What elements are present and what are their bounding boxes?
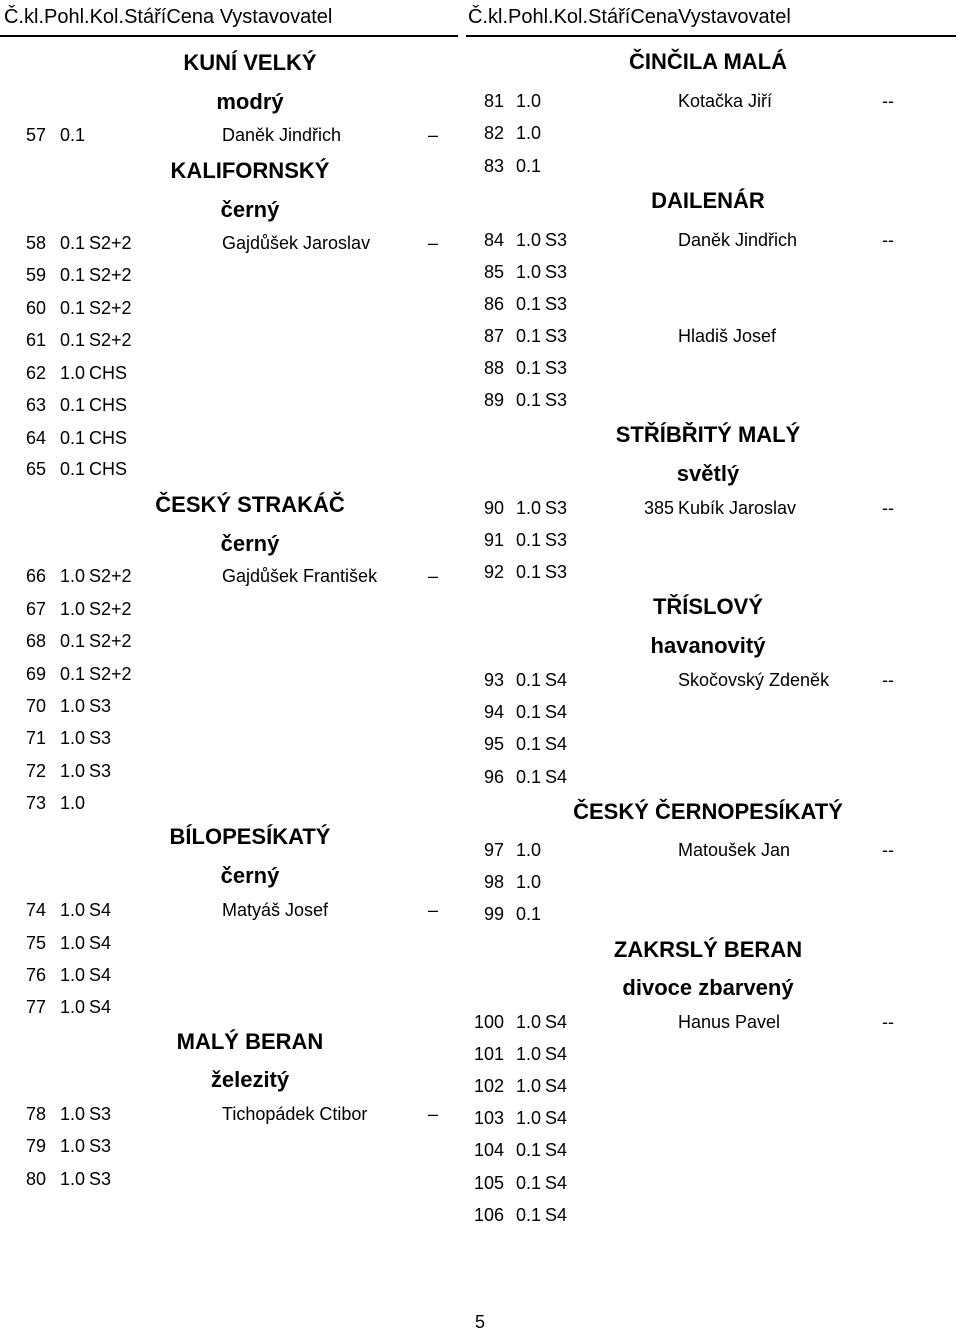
sex-value: 0.1: [516, 734, 542, 754]
entry-number: 88: [483, 358, 504, 378]
round-value: CHS: [89, 395, 128, 415]
section-title: modrý: [216, 89, 284, 114]
table-row: [462, 556, 960, 588]
table-row: [0, 324, 460, 356]
round-value: S4: [89, 933, 112, 953]
table-row: [462, 256, 960, 288]
table-row: [462, 834, 960, 866]
dash-mark: –: [428, 125, 439, 145]
entry-number: 94: [483, 702, 504, 722]
entry-number: 92: [483, 562, 504, 582]
entry-number: 101: [473, 1044, 504, 1064]
section-title: KUNÍ VELKÝ: [183, 50, 317, 75]
section-title: černý: [220, 531, 280, 556]
entry-number: 84: [483, 230, 504, 250]
entry-number: 102: [473, 1076, 504, 1096]
table-row: [462, 288, 960, 320]
exhibitor-name: Matyáš Josef: [222, 900, 329, 920]
entry-number: 105: [473, 1173, 504, 1193]
header-cena: Cena: [166, 6, 215, 28]
table-row: [462, 866, 960, 898]
round-value: S3: [545, 498, 568, 518]
sex-value: 1.0: [516, 230, 542, 250]
entry-number: 60: [25, 298, 46, 318]
sex-value: 0.1: [60, 664, 86, 684]
table-row: [462, 524, 960, 556]
round-value: S4: [545, 670, 568, 690]
sex-value: 0.1: [516, 1205, 542, 1225]
table-row: [0, 1163, 460, 1195]
entry-number: 89: [483, 390, 504, 410]
round-value: S4: [545, 702, 568, 722]
table-row: [462, 224, 960, 256]
table-row: [462, 664, 960, 696]
round-value: S3: [89, 1104, 112, 1124]
section-title: ČESKÝ STRAKÁČ: [155, 492, 345, 517]
round-value: S3: [545, 390, 568, 410]
round-value: S3: [89, 1169, 112, 1189]
entry-number: 93: [483, 670, 504, 690]
table-row: [0, 787, 460, 819]
round-value: S4: [545, 1044, 568, 1064]
sex-value: 1.0: [60, 933, 86, 953]
section-title: STŘÍBŘITÝ MALÝ: [615, 422, 801, 447]
sex-value: 1.0: [516, 1012, 542, 1032]
table-row: [462, 352, 960, 384]
sex-value: 1.0: [60, 728, 86, 748]
dash-mark: --: [882, 670, 894, 690]
sex-value: 1.0: [60, 761, 86, 781]
round-value: S4: [545, 1076, 568, 1096]
sex-value: 1.0: [516, 872, 542, 892]
entry-number: 91: [483, 530, 504, 550]
sex-value: 0.1: [516, 390, 542, 410]
exhibitor-name: Gajdůšek Jaroslav: [222, 233, 371, 253]
table-row: [0, 690, 460, 722]
table-row: [462, 320, 960, 352]
sex-value: 0.1: [516, 767, 542, 787]
sex-value: 0.1: [516, 156, 542, 176]
round-value: S4: [89, 900, 112, 920]
entry-number: 97: [483, 840, 504, 860]
exhibitor-name: Hladiš Josef: [678, 326, 777, 346]
entry-number: 74: [25, 900, 46, 920]
table-row: [462, 1199, 960, 1231]
table-row: [462, 1070, 960, 1102]
round-value: S2+2: [89, 566, 132, 586]
sex-value: 0.1: [516, 358, 542, 378]
section-title: divoce zbarvený: [622, 975, 794, 1000]
round-value: S4: [545, 1205, 568, 1225]
table-row: [462, 1134, 960, 1166]
entry-number: 58: [25, 233, 46, 253]
entry-number: 63: [25, 395, 46, 415]
table-row: [462, 761, 960, 793]
sex-value: 1.0: [60, 1169, 86, 1189]
header-vystavovatel: Vystavovatel: [678, 6, 791, 28]
entry-number: 79: [25, 1136, 46, 1156]
sex-value: 1.0: [60, 566, 86, 586]
entry-number: 80: [25, 1169, 46, 1189]
sex-value: 0.1: [516, 1173, 542, 1193]
round-value: S3: [545, 562, 568, 582]
sex-value: 1.0: [60, 1136, 86, 1156]
section-title: ZAKRSLÝ BERAN: [613, 937, 803, 962]
round-value: S4: [89, 997, 112, 1017]
entry-number: 66: [25, 566, 46, 586]
round-value: S3: [89, 728, 112, 748]
sex-value: 1.0: [60, 1104, 86, 1124]
entry-number: 96: [483, 767, 504, 787]
table-row: [0, 927, 460, 959]
table-row: [462, 150, 960, 182]
section-title: TŘÍSLOVÝ: [652, 594, 763, 619]
entry-number: 61: [25, 330, 46, 350]
sex-value: 0.1: [516, 670, 542, 690]
sex-value: 1.0: [516, 840, 542, 860]
header-cena: Cena: [630, 6, 679, 28]
table-row: [462, 492, 960, 524]
sex-value: 1.0: [60, 900, 86, 920]
section-title: DAILENÁR: [651, 188, 765, 213]
sex-value: 0.1: [516, 562, 542, 582]
table-row: [0, 389, 460, 421]
section-title: ČESKÝ ČERNOPESÍKATÝ: [573, 799, 843, 824]
section-title: železitý: [210, 1067, 290, 1092]
round-value: S2+2: [89, 664, 132, 684]
dash-mark: --: [882, 1012, 894, 1032]
round-value: S3: [545, 230, 568, 250]
table-row: [0, 560, 460, 592]
dash-mark: –: [428, 566, 439, 586]
section-title: černý: [220, 197, 280, 222]
sex-value: 1.0: [516, 1108, 542, 1128]
entry-number: 73: [25, 793, 46, 813]
round-value: S2+2: [89, 233, 132, 253]
table-row: [0, 959, 460, 991]
exhibitor-name: Gajdůšek František: [222, 566, 378, 586]
entry-number: 77: [25, 997, 46, 1017]
table-row: [0, 227, 460, 259]
left-column: [0, 0, 460, 1300]
exhibitor-name: Daněk Jindřich: [222, 125, 342, 145]
entry-number: 100: [473, 1012, 504, 1032]
page-number: 5: [474, 1312, 485, 1332]
section-title: světlý: [676, 461, 740, 486]
round-value: S3: [89, 761, 112, 781]
entry-number: 86: [483, 294, 504, 314]
sex-value: 1.0: [60, 363, 86, 383]
dash-mark: --: [882, 498, 894, 518]
exhibitor-name: Kubík Jaroslav: [678, 498, 797, 518]
sex-value: 0.1: [516, 326, 542, 346]
section-title: havanovitý: [650, 633, 766, 658]
entry-number: 78: [25, 1104, 46, 1124]
round-value: S2+2: [89, 330, 132, 350]
round-value: S4: [89, 965, 112, 985]
table-row: [0, 422, 460, 454]
table-row: [0, 593, 460, 625]
header-kolo: Kol.: [89, 6, 125, 28]
entry-number: 64: [25, 428, 46, 448]
round-value: S3: [89, 1136, 112, 1156]
table-row: [462, 384, 960, 416]
table-row: [0, 1130, 460, 1162]
table-row: [462, 898, 960, 930]
sex-value: 1.0: [60, 965, 86, 985]
sex-value: 1.0: [516, 262, 542, 282]
sex-value: 0.1: [60, 330, 86, 350]
round-value: S3: [545, 294, 568, 314]
sex-value: 0.1: [60, 265, 86, 285]
table-row: [462, 1038, 960, 1070]
sex-value: 0.1: [516, 294, 542, 314]
round-value: S2+2: [89, 265, 132, 285]
sex-value: 0.1: [60, 631, 86, 651]
round-value: CHS: [89, 428, 128, 448]
table-row: [462, 1006, 960, 1038]
dash-mark: –: [428, 1104, 439, 1124]
header-stari: Stáří: [124, 6, 167, 28]
sex-value: 0.1: [516, 530, 542, 550]
section-title: KALIFORNSKÝ: [170, 158, 330, 183]
entry-number: 85: [483, 262, 504, 282]
round-value: S4: [545, 1140, 568, 1160]
sex-value: 0.1: [60, 233, 86, 253]
table-row: [462, 728, 960, 760]
entry-number: 87: [483, 326, 504, 346]
entry-number: 106: [473, 1205, 504, 1225]
sex-value: 0.1: [516, 1140, 542, 1160]
entry-number: 76: [25, 965, 46, 985]
round-value: S3: [545, 358, 568, 378]
sex-value: 0.1: [516, 904, 542, 924]
table-row: [462, 1102, 960, 1134]
round-value: S3: [545, 326, 568, 346]
dash-mark: –: [428, 900, 439, 920]
header-pohlavi: Pohl.: [508, 6, 554, 28]
header-pohlavi: Pohl.: [44, 6, 90, 28]
round-value: S3: [545, 530, 568, 550]
entry-number: 98: [483, 872, 504, 892]
entry-number: 67: [25, 599, 46, 619]
entry-number: 69: [25, 664, 46, 684]
table-row: [462, 1167, 960, 1199]
round-value: S2+2: [89, 298, 132, 318]
header-cislo: Č.kl.: [468, 6, 508, 28]
round-value: S4: [545, 1012, 568, 1032]
header-kolo: Kol.: [553, 6, 589, 28]
table-row: [0, 259, 460, 291]
entry-number: 83: [483, 156, 504, 176]
dash-mark: –: [428, 233, 439, 253]
sex-value: 1.0: [516, 91, 542, 111]
table-row: [0, 894, 460, 926]
header-vystavovatel: Vystavovatel: [219, 6, 333, 28]
dash-mark: --: [882, 91, 894, 111]
table-row: [0, 357, 460, 389]
section-title: ČINČILA MALÁ: [628, 49, 788, 74]
sex-value: 0.1: [60, 459, 86, 479]
round-value: CHS: [89, 459, 128, 479]
table-row: [0, 991, 460, 1023]
exhibitor-name: Matoušek Jan: [678, 840, 791, 860]
table-row: [462, 696, 960, 728]
table-row: [0, 625, 460, 657]
section-title: MALÝ BERAN: [176, 1029, 324, 1054]
entry-number: 75: [25, 933, 46, 953]
round-value: S2+2: [89, 631, 132, 651]
entry-number: 103: [473, 1108, 504, 1128]
sex-value: 0.1: [60, 298, 86, 318]
table-row: [462, 117, 960, 149]
section-title: BÍLOPESÍKATÝ: [169, 824, 331, 849]
table-row: [0, 453, 460, 485]
exhibitor-name: Skočovský Zdeněk: [678, 670, 830, 690]
exhibitor-name: Kotačka Jiří: [678, 91, 773, 111]
entry-number: 65: [25, 459, 46, 479]
entry-number: 59: [25, 265, 46, 285]
sex-value: 1.0: [60, 997, 86, 1017]
round-value: S4: [545, 734, 568, 754]
right-column: [462, 0, 960, 1300]
entry-number: 72: [25, 761, 46, 781]
table-row: [462, 85, 960, 117]
sex-value: 1.0: [516, 1076, 542, 1096]
sex-value: 0.1: [60, 428, 86, 448]
section-title: černý: [220, 863, 280, 888]
table-row: [0, 1098, 460, 1130]
dash-mark: --: [882, 840, 894, 860]
entry-number: 104: [473, 1140, 504, 1160]
round-value: S2+2: [89, 599, 132, 619]
exhibitor-name: Hanus Pavel: [678, 1012, 781, 1032]
entry-number: 62: [25, 363, 46, 383]
table-row: [0, 722, 460, 754]
round-value: CHS: [89, 363, 128, 383]
entry-number: 57: [25, 125, 46, 145]
sex-value: 1.0: [516, 1044, 542, 1064]
price-value: 385: [644, 498, 675, 518]
exhibitor-name: Daněk Jindřich: [678, 230, 798, 250]
entry-number: 71: [25, 728, 46, 748]
exhibitor-name: Tichopádek Ctibor: [222, 1104, 368, 1124]
sex-value: 1.0: [60, 793, 86, 813]
entry-number: 90: [483, 498, 504, 518]
sex-value: 1.0: [60, 696, 86, 716]
sex-value: 1.0: [516, 123, 542, 143]
round-value: S4: [545, 1108, 568, 1128]
entry-number: 68: [25, 631, 46, 651]
header-stari: Stáří: [588, 6, 631, 28]
entry-number: 99: [483, 904, 504, 924]
entry-number: 81: [483, 91, 504, 111]
round-value: S3: [545, 262, 568, 282]
dash-mark: --: [882, 230, 894, 250]
entry-number: 95: [483, 734, 504, 754]
table-row: [0, 119, 460, 151]
table-row: [0, 755, 460, 787]
sex-value: 1.0: [60, 599, 86, 619]
header-cislo: Č.kl.: [4, 6, 44, 28]
table-row: [0, 658, 460, 690]
round-value: S3: [89, 696, 112, 716]
sex-value: 0.1: [516, 702, 542, 722]
table-row: [0, 292, 460, 324]
entry-number: 82: [483, 123, 504, 143]
round-value: S4: [545, 1173, 568, 1193]
sex-value: 1.0: [516, 498, 542, 518]
sex-value: 0.1: [60, 125, 86, 145]
sex-value: 0.1: [60, 395, 86, 415]
round-value: S4: [545, 767, 568, 787]
entry-number: 70: [25, 696, 46, 716]
